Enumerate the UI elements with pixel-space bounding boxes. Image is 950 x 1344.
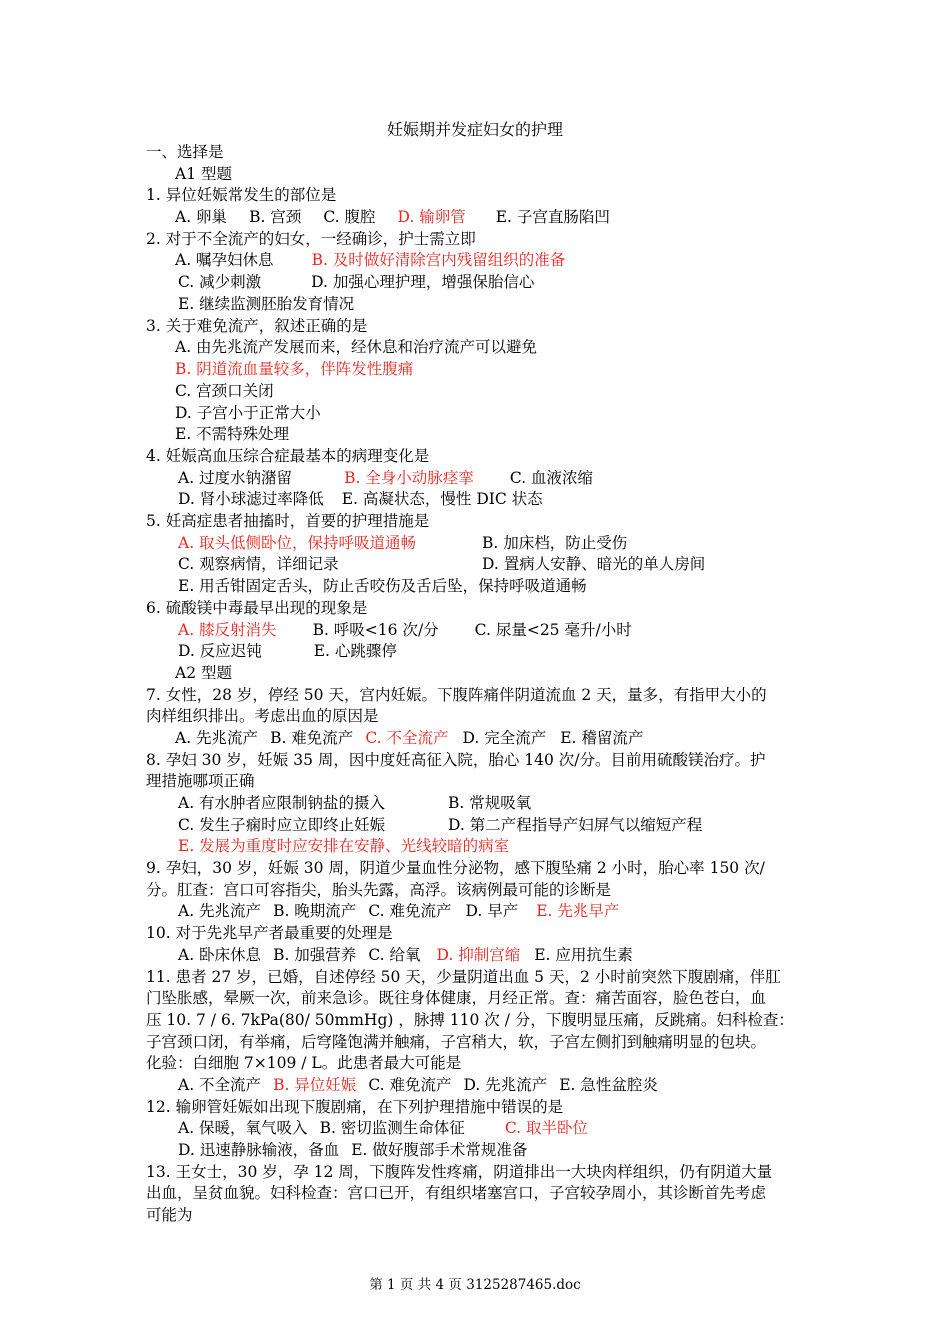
q8-option-a: A. 有水肿者应限制钠盐的摄入 bbox=[178, 794, 386, 812]
q10-stem: 10. 对于先兆早产者最重要的处理是 bbox=[146, 924, 393, 942]
q1-stem: 1. 异位妊娠常发生的部位是 bbox=[146, 186, 337, 204]
q11-stem-line3: 压 10. 7 / 6. 7kPa(80/ 50mmHg) ，脉搏 110 次 / 分，下腹明显压痛，反跳痛。妇科检查： bbox=[146, 1011, 794, 1029]
q9-option-a: A. 先兆流产 bbox=[178, 902, 262, 920]
q7-option-d: D. 完全流产 bbox=[462, 729, 547, 747]
q1-option-d-answer: D. 输卵管 bbox=[397, 208, 466, 226]
q12-options-2 bbox=[178, 1139, 527, 1161]
q10-option-e: E. 应用抗生素 bbox=[534, 946, 633, 964]
q12-option-d: D. 迅速静脉输液，备血 bbox=[178, 1141, 340, 1159]
q10-options bbox=[178, 944, 633, 966]
q11-option-a: A. 不全流产 bbox=[178, 1076, 262, 1094]
q3-option-a: A. 由先兆流产发展而来，经休息和治疗流产可以避免 bbox=[175, 338, 538, 356]
q4-option-e: E. 高凝状态，慢性 DIC 状态 bbox=[341, 490, 543, 508]
q11-options bbox=[178, 1074, 658, 1096]
q5-option-e: E. 用舌钳固定舌头，防止舌咬伤及舌后坠，保持呼吸道通畅 bbox=[178, 577, 587, 595]
q11-stem-line4: 子宫颈口闭，有举痛，后穹隆饱满并触痛，子宫稍大，软，子宫左侧扪到触痛明显的包块。 bbox=[146, 1033, 767, 1051]
q2-option-e: E. 继续监测胚胎发育情况 bbox=[178, 295, 355, 313]
q13-stem-line1: 13. 王女士，30 岁，孕 12 周，下腹阵发性疼痛，阴道排出一大块肉样组织，仍有阴道大量 bbox=[146, 1163, 773, 1181]
q8-option-e-answer: E. 发展为重度时应安排在安静、光线较暗的病室 bbox=[178, 837, 510, 855]
q3-option-c: C. 宫颈口关闭 bbox=[175, 382, 274, 400]
q2-option-a: A. 嘱孕妇休息 bbox=[175, 251, 274, 269]
q5-option-a-answer: A. 取头低侧卧位，保持呼吸道通畅 bbox=[178, 534, 417, 552]
q1-options bbox=[175, 206, 610, 228]
q4-option-d: D. 肾小球滤过率降低 bbox=[178, 490, 324, 508]
q9-option-c: C. 难免流产 bbox=[368, 902, 452, 920]
q12-option-c-answer: C. 取半卧位 bbox=[504, 1119, 588, 1137]
q2-options-2 bbox=[178, 271, 534, 293]
section-heading: 一、选择是 bbox=[146, 143, 224, 161]
document-title: 妊娠期并发症妇女的护理 bbox=[386, 120, 563, 139]
q12-option-a: A. 保暖，氧气吸入 bbox=[178, 1119, 308, 1137]
q5-option-d: D. 置病人安静、暗光的单人房间 bbox=[482, 555, 706, 573]
q6-stem: 6. 硫酸镁中毒最早出现的现象是 bbox=[146, 599, 368, 617]
question-type-a1: A1 型题 bbox=[175, 165, 232, 183]
q4-option-a: A. 过度水钠潴留 bbox=[178, 469, 293, 487]
q3-stem: 3. 关于难免流产，叙述正确的是 bbox=[146, 317, 368, 335]
q3-option-d: D. 子宫小于正常大小 bbox=[175, 404, 321, 422]
q10-option-c: C. 给氧 bbox=[368, 946, 421, 964]
q8-option-d: D. 第二产程指导产妇屏气以缩短产程 bbox=[448, 816, 703, 834]
q10-option-a: A. 卧床休息 bbox=[178, 946, 262, 964]
q7-option-e: E. 稽留流产 bbox=[560, 729, 644, 747]
q6-options-1 bbox=[178, 619, 632, 641]
q11-option-b-answer: B. 异位妊娠 bbox=[273, 1076, 357, 1094]
q6-options-2 bbox=[178, 640, 397, 662]
q5-option-c: C. 观察病情，详细记录 bbox=[178, 555, 339, 573]
q9-option-e-answer: E. 先兆早产 bbox=[536, 902, 620, 920]
q6-option-b: B. 呼吸<16 次/分 bbox=[312, 621, 439, 639]
q12-option-b: B. 密切监测生命体征 bbox=[319, 1119, 465, 1137]
q9-option-d: D. 早产 bbox=[465, 902, 519, 920]
q4-option-b-answer: B. 全身小动脉痉挛 bbox=[344, 469, 474, 487]
q11-stem-line2: 门坠胀感，晕厥一次，前来急诊。既往身体健康，月经正常。查：痛苦面容，脸色苍白，血 bbox=[146, 989, 767, 1007]
q1-option-e: E. 子宫直肠陷凹 bbox=[495, 208, 610, 226]
q11-stem-line1: 11. 患者 27 岁，已婚，自述停经 50 天，少量阴道出血 5 天，2 小时前突然下腹剧痛，伴肛 bbox=[146, 968, 781, 986]
q7-stem-line2: 肉样组织排出。考虑出血的原因是 bbox=[146, 707, 379, 725]
q5-stem: 5. 妊高症患者抽搐时，首要的护理措施是 bbox=[146, 512, 430, 530]
q11-option-c: C. 难免流产 bbox=[368, 1076, 452, 1094]
q8-option-c: C. 发生子痫时应立即终止妊娠 bbox=[178, 816, 386, 834]
q1-option-a: A. 卵巢 bbox=[175, 208, 228, 226]
q1-option-b: B. 宫颈 bbox=[249, 208, 302, 226]
q2-option-b-answer: B. 及时做好清除宫内残留组织的准备 bbox=[311, 251, 566, 269]
question-type-a2: A2 型题 bbox=[175, 664, 232, 682]
q4-options-1 bbox=[178, 467, 593, 489]
q7-options bbox=[175, 727, 643, 749]
q12-options-1 bbox=[178, 1117, 588, 1139]
q3-option-b-answer: B. 阴道流血量较多，伴阵发性腹痛 bbox=[175, 360, 414, 378]
q12-stem: 12. 输卵管妊娠如出现下腹剧痛，在下列护理措施中错误的是 bbox=[146, 1098, 564, 1116]
q9-options bbox=[178, 900, 619, 922]
q2-option-c: C. 减少刺激 bbox=[178, 273, 262, 291]
q6-option-a-answer: A. 膝反射消失 bbox=[178, 621, 277, 639]
q4-option-c: C. 血液浓缩 bbox=[509, 469, 593, 487]
q2-options-1 bbox=[175, 249, 565, 271]
q2-stem: 2. 对于不全流产的妇女，一经确诊，护士需立即 bbox=[146, 230, 476, 248]
q7-option-a: A. 先兆流产 bbox=[175, 729, 259, 747]
q9-option-b: B. 晚期流产 bbox=[273, 902, 357, 920]
q4-stem: 4. 妊娠高血压综合症最基本的病理变化是 bbox=[146, 447, 430, 465]
q12-option-e: E. 做好腹部手术常规准备 bbox=[351, 1141, 528, 1159]
q6-option-c: C. 尿量<25 毫升/小时 bbox=[474, 621, 632, 639]
q5-option-b: B. 加床档，防止受伤 bbox=[482, 534, 628, 552]
q7-option-b: B. 难免流产 bbox=[270, 729, 354, 747]
q8-stem-line2: 理措施哪项正确 bbox=[146, 772, 255, 790]
q8-option-b: B. 常规吸氧 bbox=[448, 794, 532, 812]
q3-option-e: E. 不需特殊处理 bbox=[175, 425, 290, 443]
page-footer: 第 1 页 共 4 页 3125287465.doc bbox=[369, 1277, 581, 1293]
q8-stem-line1: 8. 孕妇 30 岁，妊娠 35 周，因中度妊高征入院，胎心 140 次/分。目前用硫酸镁治疗。护 bbox=[146, 751, 766, 769]
q11-option-d: D. 先兆流产 bbox=[463, 1076, 548, 1094]
q6-option-e: E. 心跳骤停 bbox=[313, 642, 397, 660]
q11-stem-line5: 化验：白细胞 7×109 / L。此患者最大可能是 bbox=[146, 1054, 462, 1072]
q4-options-2 bbox=[178, 488, 543, 510]
q6-option-d: D. 反应迟钝 bbox=[178, 642, 262, 660]
q10-option-d-answer: D. 抑制宫缩 bbox=[436, 946, 521, 964]
q7-stem-line1: 7. 女性，28 岁，停经 50 天，宫内妊娠。下腹阵痛伴阴道流血 2 天，量多，有指甲大小的 bbox=[146, 686, 767, 704]
q13-stem-line2: 出血，呈贫血貌。妇科检查：宫口已开，有组织堵塞宫口，子宫较孕周小，其诊断首先考虑 bbox=[146, 1184, 767, 1202]
q7-option-c-answer: C. 不全流产 bbox=[365, 729, 449, 747]
q13-stem-line3: 可能为 bbox=[146, 1206, 193, 1224]
q9-stem-line1: 9. 孕妇，30 岁，妊娠 30 周，阴道少量血性分泌物，感下腹坠痛 2 小时，胎心率 150 次/ bbox=[146, 859, 765, 877]
q11-option-e: E. 急性盆腔炎 bbox=[559, 1076, 658, 1094]
q2-option-d: D. 加强心理护理，增强保胎信心 bbox=[311, 273, 535, 291]
q9-stem-line2: 分。肛查：宫口可容指尖，胎头先露，高浮。该病例最可能的诊断是 bbox=[146, 881, 612, 899]
q1-option-c: C. 腹腔 bbox=[323, 208, 376, 226]
q10-option-b: B. 加强营养 bbox=[273, 946, 357, 964]
